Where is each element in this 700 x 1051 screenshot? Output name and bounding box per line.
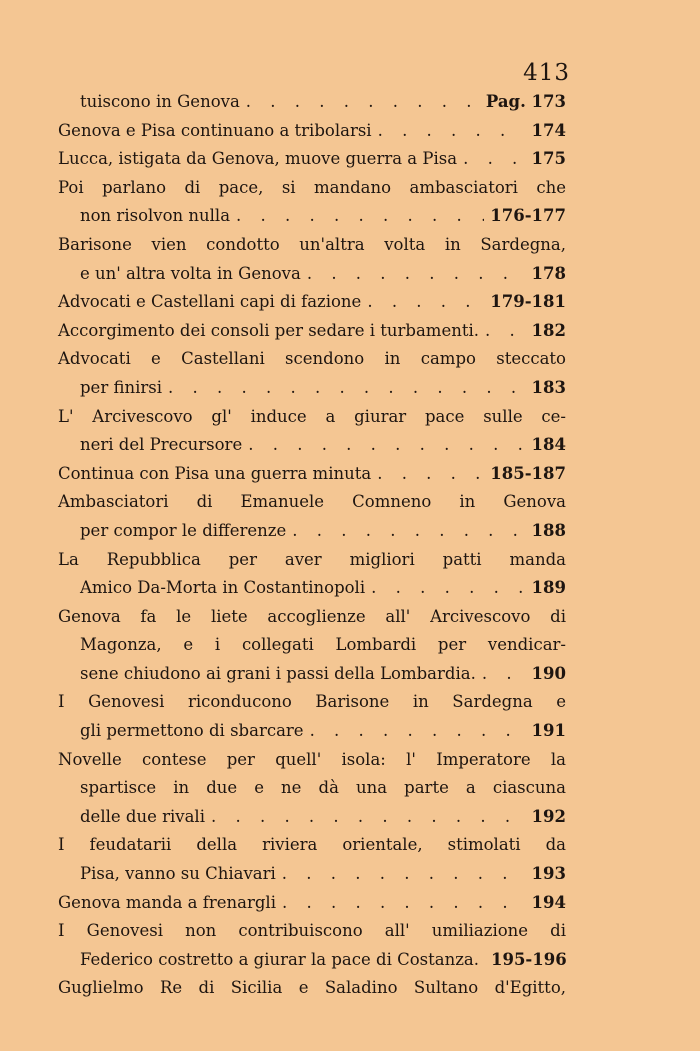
toc-line: [58, 231, 566, 260]
toc-entry-text: sene chiudono ai grani i passi della Lombardia.: [80, 663, 476, 683]
dot-leader: [485, 317, 526, 346]
toc-line: [58, 345, 566, 374]
toc-entry-text: per finirsi: [80, 377, 163, 397]
toc-entry-text: Lucca, istigata da Genova, muove guerra a Pisa: [58, 149, 458, 169]
toc-entry-text: spartisce in due e ne dà una parte a ciascuna: [80, 778, 566, 798]
toc-entry-text: non risolvon nulla: [80, 206, 231, 226]
toc-line: [58, 88, 566, 117]
toc-line: [58, 546, 566, 575]
toc-page-ref: 193: [531, 864, 566, 884]
dot-leader: [282, 889, 526, 918]
toc-entry-text: Accorgimento dei consoli per sedare i turbamenti.: [58, 320, 479, 340]
toc-entry-text: Barisone vien condotto un'altra volta in Sardegna,: [58, 234, 566, 254]
toc-entry-text: neri del Precursore: [80, 435, 243, 455]
toc-line: [58, 746, 566, 775]
toc-entry-text: per compor le differenze: [80, 520, 287, 540]
dot-leader: [371, 574, 525, 603]
dot-leader: [378, 117, 526, 146]
toc-page-ref: 194: [531, 892, 566, 912]
toc-entry-text: Genova e Pisa continuano a tribolarsi: [58, 120, 372, 140]
toc-entry-text: Novelle contese per quell' isola: l' Imperatore la: [58, 749, 566, 769]
dot-leader: [248, 431, 525, 460]
dot-leader: [246, 88, 480, 117]
dot-leader: [463, 145, 525, 174]
dot-leader: [236, 202, 484, 231]
toc-entry-text: Advocati e Castellani scendono in campo steccato: [58, 349, 566, 369]
toc-page-ref: 174: [531, 120, 566, 140]
toc-page-ref: 176-177: [490, 206, 566, 226]
toc-entry-text: gli permettono di sbarcare: [80, 721, 304, 741]
toc-line: [58, 431, 566, 460]
toc-page-ref: 192: [531, 806, 566, 826]
toc-entry-text: e un' altra volta in Genova: [80, 263, 301, 283]
dot-leader: [377, 460, 484, 489]
toc-page-ref: 175: [531, 149, 566, 169]
toc-line: [58, 631, 566, 660]
toc-page-ref: Pag. 173: [485, 92, 566, 111]
toc-page-ref: 191: [531, 721, 566, 741]
toc-entry-text: I Genovesi riconducono Barisone in Sardegna e: [58, 692, 566, 712]
toc-line: [58, 374, 566, 403]
toc-entry-text: I feudatarii della riviera orientale, stimolati da: [58, 835, 566, 855]
page-number: 413: [523, 60, 570, 86]
toc-page-ref: 184: [531, 435, 566, 455]
toc-entry-text: L' Arcivescovo gl' induce a giurar pace sulle ce-: [58, 406, 566, 426]
toc-line: [58, 117, 566, 146]
toc-entry-text: La Repubblica per aver migliori patti manda: [58, 549, 566, 569]
toc-entry-text: Ambasciatori di Emanuele Comneno in Genova: [58, 492, 566, 512]
toc-line: [58, 488, 566, 517]
toc-page-ref: 189: [531, 578, 566, 598]
toc-line: [58, 288, 566, 317]
toc-line: [58, 803, 566, 832]
dot-leader: [282, 860, 526, 889]
toc-entry-text: Amico Da-Morta in Costantinopoli: [80, 578, 366, 598]
dot-leader: [168, 374, 526, 403]
toc-line: [58, 174, 566, 203]
toc-line: [58, 774, 566, 803]
toc-page-ref: 178: [531, 263, 566, 283]
toc-page-ref: 179-181: [490, 292, 566, 312]
toc-line: [58, 403, 566, 432]
toc-line: [58, 574, 566, 603]
toc-line: [58, 917, 566, 946]
toc-line: [58, 317, 566, 346]
toc-page-ref: 190: [531, 663, 566, 683]
toc-line: [58, 688, 566, 717]
dot-leader: [292, 517, 525, 546]
dot-leader: [482, 660, 526, 689]
toc-page-ref: 182: [531, 320, 566, 340]
toc-line: [58, 946, 566, 975]
toc-page-ref: 183: [531, 377, 566, 397]
toc-page-ref: 195-196: [490, 949, 567, 969]
toc-line: [58, 202, 566, 231]
toc-entry-text: tuiscono in Genova: [80, 92, 240, 111]
toc-entry-text: Magonza, e i collegati Lombardi per vendicar-: [80, 635, 566, 655]
toc-entry-text: Federico costretto a giurar la pace di Costanza.: [80, 949, 479, 969]
toc-line: [58, 145, 566, 174]
toc-page-ref: 188: [531, 520, 566, 540]
toc-line: [58, 974, 566, 1003]
toc-entry-text: Poi parlano di pace, si mandano ambasciatori che: [58, 177, 566, 197]
dot-leader: [307, 260, 526, 289]
toc-entry-text: I Genovesi non contribuiscono all' umiliazione di: [58, 921, 566, 941]
toc-line: [58, 860, 566, 889]
dot-leader: [211, 803, 526, 832]
toc-entry-text: Continua con Pisa una guerra minuta: [58, 463, 372, 483]
toc-page-ref: 185-187: [490, 463, 566, 483]
toc-line: [58, 889, 566, 918]
table-of-contents: [58, 88, 566, 1003]
toc-entry-text: Guglielmo Re di Sicilia e Saladino Sultano d'Egitto,: [58, 978, 566, 998]
dot-leader: [367, 288, 484, 317]
toc-line: [58, 460, 566, 489]
toc-entry-text: delle due rivali: [80, 806, 205, 826]
dot-leader: [310, 717, 526, 746]
toc-entry-text: Advocati e Castellani capi di fazione: [58, 292, 362, 312]
toc-line: [58, 517, 566, 546]
toc-line: [58, 831, 566, 860]
toc-line: [58, 660, 566, 689]
toc-line: [58, 603, 566, 632]
toc-entry-text: Pisa, vanno su Chiavari: [80, 864, 276, 884]
toc-entry-text: Genova manda a frenargli: [58, 892, 276, 912]
toc-entry-text: Genova fa le liete accoglienze all' Arcivescovo di: [58, 606, 566, 626]
toc-line: [58, 717, 566, 746]
toc-line: [58, 260, 566, 289]
